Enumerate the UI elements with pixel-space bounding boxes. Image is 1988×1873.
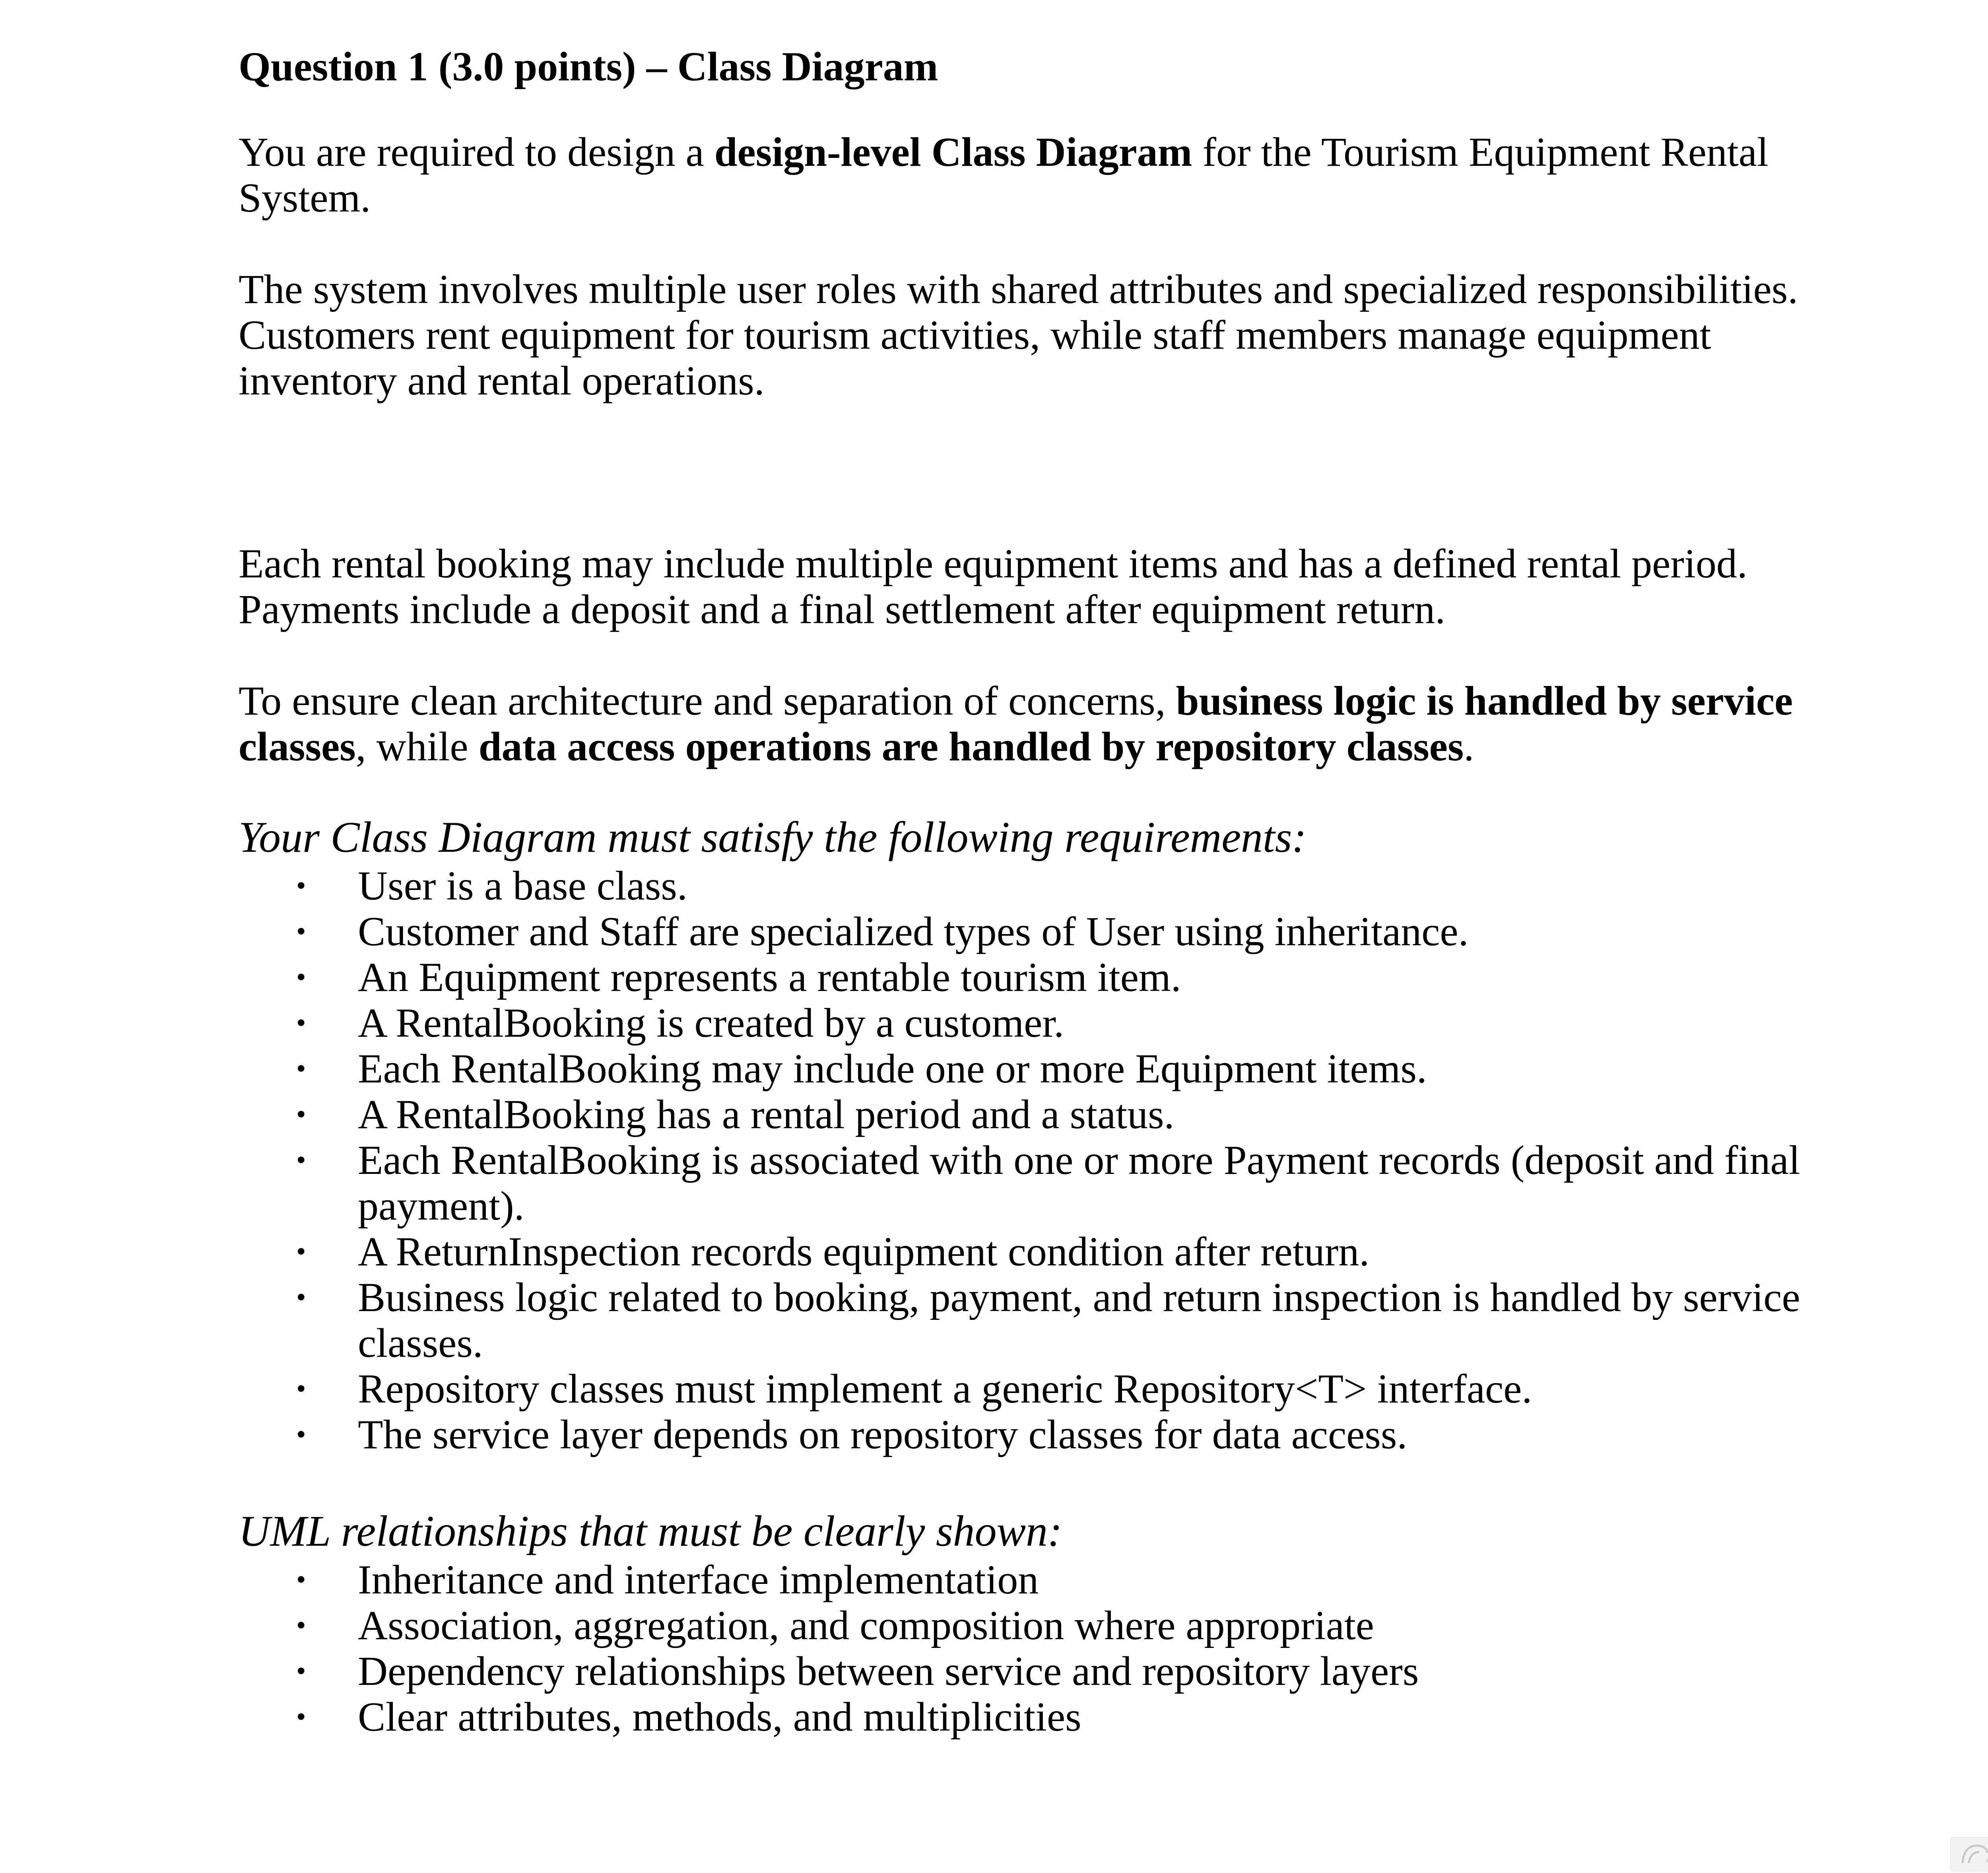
bullet-icon: • — [296, 962, 306, 993]
list-item — [239, 1412, 1829, 1457]
list-item — [239, 1000, 1829, 1046]
bullet-icon: • — [296, 1099, 306, 1130]
bullet-icon: • — [296, 1145, 306, 1175]
architecture-bold-repository: data access operations are handled by repository classes — [478, 724, 1464, 769]
list-item — [239, 1694, 1829, 1740]
requirement-text: The service layer depends on repository classes for data access. — [358, 1412, 1408, 1457]
question-title: Question 1 (3.0 points) – Class Diagram — [239, 44, 938, 89]
list-item — [239, 863, 1829, 909]
requirement-text: A RentalBooking is created by a customer. — [358, 1000, 1064, 1046]
list-item — [239, 1046, 1829, 1092]
list-item — [239, 954, 1829, 1000]
bullet-icon: • — [296, 1656, 306, 1686]
requirement-text: Each RentalBooking is associated with one or more Payment records (deposit and final payment). — [358, 1137, 1800, 1229]
watermark-logo-graphic — [1951, 1838, 1988, 1871]
intro-paragraph — [239, 129, 1829, 221]
requirement-text: Each RentalBooking may include one or more Equipment items. — [358, 1046, 1427, 1092]
requirement-text: Customer and Staff are specialized types of User using inheritance. — [358, 909, 1469, 954]
list-item — [239, 1229, 1829, 1275]
architecture-text-start: To ensure clean architecture and separation of concerns, — [239, 678, 1176, 724]
document-content — [239, 38, 1829, 1740]
requirement-text: Business logic related to booking, payment, and return inspection is handled by service classes. — [358, 1275, 1800, 1366]
system-paragraph: The system involves multiple user roles with shared attributes and specialized responsibilities. Customers rent equipment for tourism activities, while staff members manage equipment inventory and rental operations. — [239, 266, 1798, 404]
requirement-text: Repository classes must implement a generic Repository<T> interface. — [358, 1366, 1532, 1412]
requirement-text: A RentalBooking has a rental period and a status. — [358, 1092, 1175, 1137]
bullet-icon: • — [296, 1236, 306, 1267]
uml-relationship-text: Clear attributes, methods, and multiplicities — [358, 1694, 1081, 1740]
requirement-text: User is a base class. — [358, 863, 687, 909]
list-item — [239, 1275, 1829, 1366]
architecture-bold-service: business logic is handled by service classes — [239, 678, 1793, 769]
bullet-icon: • — [296, 1564, 306, 1595]
intro-text-end: for the Tourism Equipment Rental System. — [239, 129, 1769, 221]
list-item — [239, 909, 1829, 954]
bullet-icon: • — [296, 1053, 306, 1084]
bullet-icon: • — [296, 1008, 306, 1038]
requirements-list — [239, 863, 1829, 1457]
list-item — [239, 1603, 1829, 1648]
uml-relationships-list — [239, 1557, 1829, 1740]
uml-heading: UML relationships that must be clearly shown: — [239, 1507, 1062, 1555]
uml-relationship-text: Dependency relationships between service and repository layers — [358, 1648, 1419, 1694]
bullet-icon: • — [296, 1282, 306, 1313]
uml-relationship-text: Inheritance and interface implementation — [358, 1557, 1039, 1603]
architecture-text-middle: , while — [355, 724, 479, 769]
list-item — [239, 1092, 1829, 1137]
bullet-icon: • — [296, 1419, 306, 1450]
list-item — [239, 1137, 1829, 1229]
bullet-icon: • — [296, 1374, 306, 1404]
intro-text-start: You are required to design a — [239, 129, 714, 175]
bullet-icon: • — [296, 1702, 306, 1732]
bullet-icon: • — [296, 916, 306, 947]
requirement-text: An Equipment represents a rentable tourism item. — [358, 954, 1181, 1000]
intro-bold-text: design-level Class Diagram — [714, 129, 1192, 175]
booking-paragraph: Each rental booking may include multiple equipment items and has a defined rental period. Payments include a deposit and a final settlement after equipment return. — [239, 541, 1747, 632]
list-item — [239, 1557, 1829, 1603]
architecture-text-end: . — [1464, 724, 1474, 769]
list-item — [239, 1366, 1829, 1412]
architecture-paragraph — [239, 678, 1829, 769]
list-item — [239, 1648, 1829, 1694]
watermark-logo-icon — [1950, 1837, 1988, 1871]
uml-relationship-text: Association, aggregation, and composition where appropriate — [358, 1603, 1374, 1648]
bullet-icon: • — [296, 1610, 306, 1641]
requirement-text: A ReturnInspection records equipment condition after return. — [358, 1229, 1370, 1275]
bullet-icon: • — [296, 870, 306, 901]
requirements-heading: Your Class Diagram must satisfy the following requirements: — [239, 813, 1307, 861]
